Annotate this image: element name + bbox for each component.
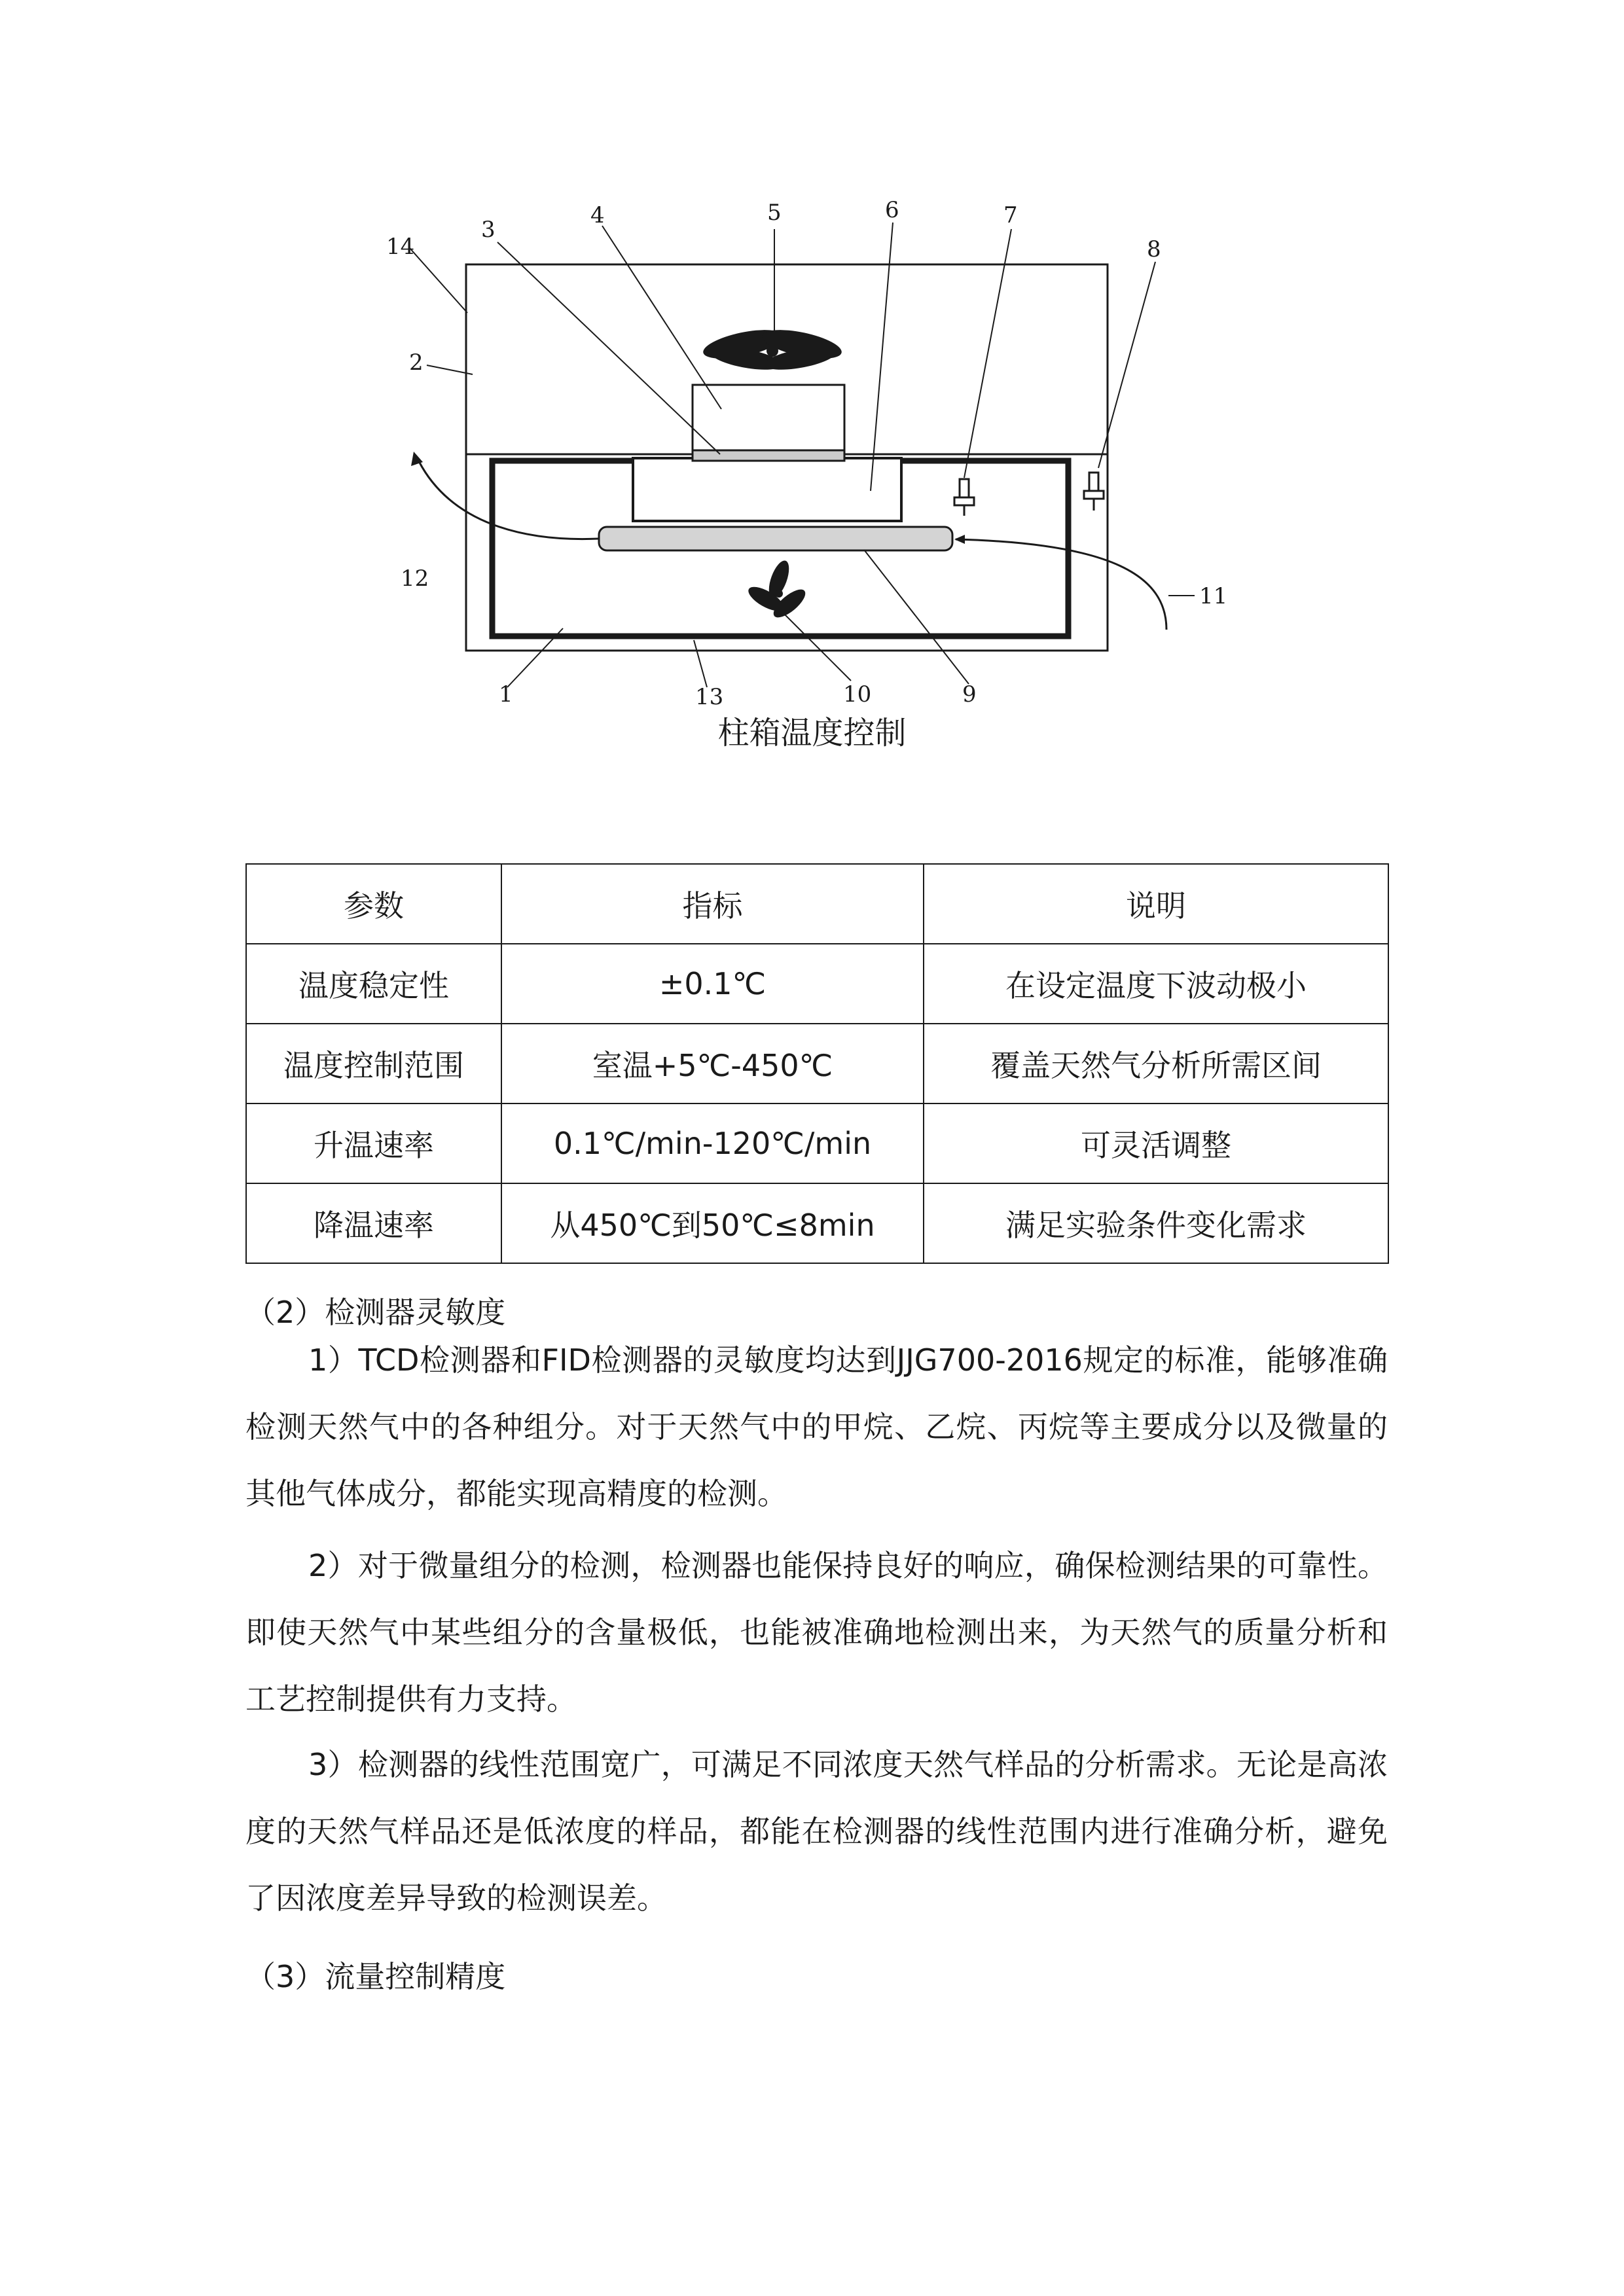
parameter-table: [245, 863, 1389, 1264]
table-cell: 在设定温度下波动极小: [924, 944, 1388, 1024]
section-2-heading: （2）检测器灵敏度: [245, 1295, 506, 1330]
chamber-notch: [633, 458, 901, 521]
temperature-sensor-icon: [954, 479, 974, 516]
label-14: 14: [386, 234, 415, 260]
label-9: 9: [962, 681, 977, 708]
label-11: 11: [1199, 583, 1228, 609]
gas-inlet-arrowhead: [954, 535, 965, 544]
oven-fan-icon: [745, 558, 810, 622]
table-cell: 满足实验条件变化需求: [924, 1183, 1388, 1263]
table-cell: 升温速率: [246, 1103, 501, 1183]
column-oven-diagram: [367, 190, 1231, 720]
table-row: [246, 1103, 1388, 1183]
column-tube: [599, 527, 952, 550]
table-row: [246, 1183, 1388, 1263]
gas-outlet-line: [419, 461, 599, 539]
header-cell: 指标: [501, 864, 924, 944]
figure-caption: 柱箱温度控制: [717, 715, 907, 751]
table-cell: 温度控制范围: [246, 1024, 501, 1103]
table-cell: 覆盖天然气分析所需区间: [924, 1024, 1388, 1103]
table-cell: 降温速率: [246, 1183, 501, 1263]
label-10: 10: [843, 681, 872, 708]
table-cell: 从450℃到50℃≤8min: [501, 1183, 924, 1263]
table-header-row: [246, 864, 1388, 944]
header-cell: 说明: [924, 864, 1388, 944]
table-cell: 0.1℃/min-120℃/min: [501, 1103, 924, 1183]
label-4: 4: [590, 202, 605, 228]
label-5: 5: [767, 200, 782, 226]
label-12: 12: [401, 565, 429, 592]
section-3-heading: （3）流量控制精度: [245, 1959, 506, 1994]
external-sensor-icon: [1084, 473, 1104, 511]
label-13: 13: [695, 684, 724, 710]
heater-plate: [693, 450, 844, 461]
table-row: [246, 944, 1388, 1024]
label-6: 6: [885, 197, 899, 223]
label-8: 8: [1147, 236, 1161, 262]
label-2: 2: [409, 350, 424, 376]
table-cell: 温度稳定性: [246, 944, 501, 1024]
table-cell: 可灵活调整: [924, 1103, 1388, 1183]
heater-block: [693, 385, 844, 450]
table-cell: 室温+5℃-450℃: [501, 1024, 924, 1103]
gas-inlet-line: [956, 539, 1166, 630]
table-cell: ±0.1℃: [501, 944, 924, 1024]
header-cell: 参数: [246, 864, 501, 944]
paragraph-2: 2）对于微量组分的检测，检测器也能保持良好的响应，确保检测结果的可靠性。即使天然气中某些组分的含量极低，也能被准确地检测出来，为天然气的质量分析和工艺控制提供有力支持。: [245, 1548, 1388, 1717]
label-1: 1: [499, 681, 513, 708]
paragraph-3: 3）检测器的线性范围宽广，可满足不同浓度天然气样品的分析需求。无论是高浓度的天然气样品还是低浓度的样品，都能在检测器的线性范围内进行准确分析，避免了因浓度差异导致的检测误差。: [245, 1747, 1388, 1916]
top-fan-icon: [701, 325, 844, 374]
table-row: [246, 1024, 1388, 1103]
label-3: 3: [481, 217, 496, 243]
paragraph-1: 1）TCD检测器和FID检测器的灵敏度均达到JJG700-2016规定的标准，能够准确检测天然气中的各种组分。对于天然气中的甲烷、乙烷、丙烷等主要成分以及微量的其他气体成分，都能实现高精度的检测。: [245, 1342, 1388, 1511]
label-7: 7: [1003, 202, 1018, 228]
